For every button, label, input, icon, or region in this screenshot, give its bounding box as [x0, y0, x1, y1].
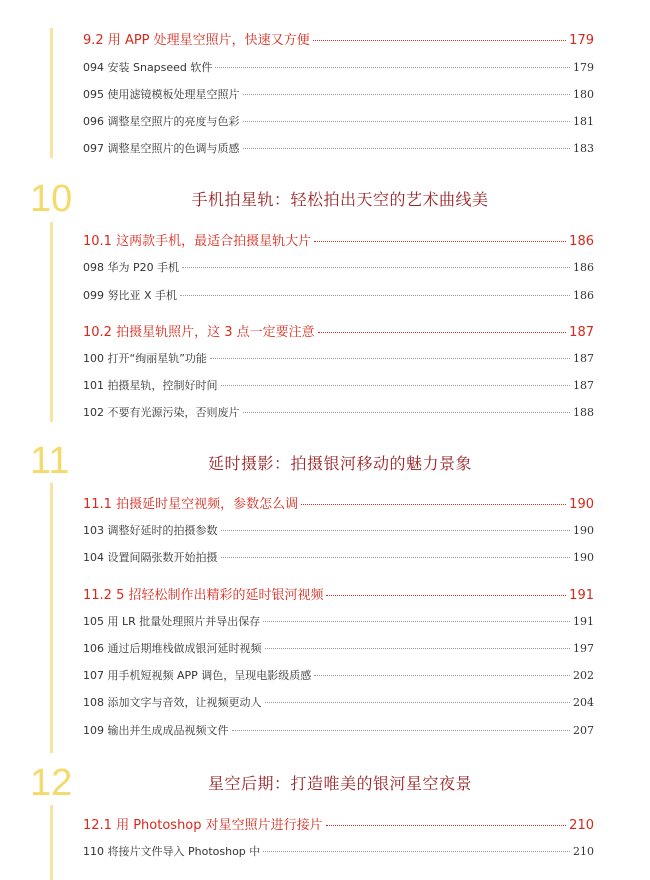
dot-leader — [221, 557, 571, 558]
toc-section-title: 12.1 用 Photoshop 对星空照片进行接片 — [83, 818, 323, 833]
toc-entry-row[interactable] — [83, 86, 594, 102]
toc-entry-title: 109 输出并生成成品视频文件 — [83, 724, 229, 737]
accent-bar — [50, 28, 53, 158]
toc-entry-row[interactable] — [83, 549, 594, 565]
accent-bar — [50, 805, 53, 880]
dot-leader — [263, 621, 570, 622]
chapter-number: 10 — [30, 178, 73, 220]
toc-entry-row[interactable] — [83, 722, 594, 738]
toc-entry-title: 097 调整星空照片的色调与质感 — [83, 142, 240, 155]
dot-leader — [263, 851, 570, 852]
dot-leader — [301, 504, 566, 505]
toc-entry-row[interactable] — [83, 259, 594, 275]
toc-entry-row[interactable] — [83, 350, 594, 366]
chapter-number: 12 — [30, 762, 73, 804]
toc-entry-title: 110 将接片文件导入 Photoshop 中 — [83, 845, 261, 858]
toc-section-title: 11.1 拍摄延时星空视频，参数怎么调 — [83, 497, 299, 512]
accent-bar — [50, 222, 53, 422]
dot-leader — [314, 675, 570, 676]
toc-section-title: 11.2 5 招轻松制作出精彩的延时银河视频 — [83, 588, 324, 603]
toc-entry-title: 100 打开“绚丽星轨”功能 — [83, 352, 207, 365]
toc-page-number: 186 — [573, 261, 594, 274]
dot-leader — [243, 412, 571, 413]
dot-leader — [215, 67, 570, 68]
toc-section-title: 10.1 这两款手机，最适合拍摄星轨大片 — [83, 234, 312, 249]
dot-leader — [314, 241, 566, 242]
toc-entry-title: 105 用 LR 批量处理照片并导出保存 — [83, 615, 261, 628]
toc-entry-title: 101 拍摄星轨，控制好时间 — [83, 379, 218, 392]
toc-page-number: 190 — [569, 497, 594, 512]
toc-entry-row[interactable] — [83, 377, 594, 393]
toc-page-number: 187 — [569, 325, 594, 340]
toc-page-number: 186 — [573, 289, 594, 302]
dot-leader — [182, 267, 570, 268]
toc-page-number: 183 — [573, 142, 594, 155]
toc-page-number: 179 — [569, 33, 594, 48]
accent-bar — [50, 483, 53, 753]
toc-section-row[interactable] — [83, 321, 594, 340]
toc-page-number: 190 — [573, 551, 594, 564]
toc-entry-row[interactable] — [83, 140, 594, 156]
toc-section-row[interactable] — [83, 29, 594, 48]
toc-entry-row[interactable] — [83, 113, 594, 129]
chapter-title[interactable]: 星空后期：打造唯美的银河星空夜景 — [207, 774, 472, 793]
toc-entry-title: 106 通过后期堆栈做成银河延时视频 — [83, 642, 262, 655]
toc-entry-title: 108 添加文字与音效，让视频更动人 — [83, 696, 262, 709]
dot-leader — [221, 530, 571, 531]
toc-entry-title: 103 调整好延时的拍摄参数 — [83, 524, 218, 537]
dot-leader — [180, 295, 570, 296]
toc-page-number: 187 — [573, 352, 594, 365]
toc-entry-title: 095 使用滤镜模板处理星空照片 — [83, 88, 240, 101]
toc-entry-row[interactable] — [83, 287, 594, 303]
toc-entry-row[interactable] — [83, 694, 594, 710]
toc-page-number: 179 — [573, 61, 594, 74]
dot-leader — [210, 358, 570, 359]
toc-entry-title: 094 安装 Snapseed 软件 — [83, 61, 213, 74]
toc-page-number: 181 — [573, 115, 594, 128]
dot-leader — [313, 40, 567, 41]
toc-entry-title: 098 华为 P20 手机 — [83, 261, 180, 274]
toc-entry-row[interactable] — [83, 667, 594, 683]
dot-leader — [243, 148, 571, 149]
toc-page-number: 197 — [573, 642, 594, 655]
dot-leader — [318, 332, 567, 333]
toc-page-number: 190 — [573, 524, 594, 537]
toc-entry-title: 102 不要有光源污染，否则废片 — [83, 406, 240, 419]
toc-page-number: 207 — [573, 724, 594, 737]
dot-leader — [221, 385, 571, 386]
toc-section-title: 9.2 用 APP 处理星空照片，快速又方便 — [83, 33, 310, 48]
toc-page-number: 180 — [573, 88, 594, 101]
dot-leader — [265, 702, 571, 703]
toc-section-title: 10.2 拍摄星轨照片，这 3 点一定要注意 — [83, 325, 315, 340]
toc-entry-title: 104 设置间隔张数开始拍摄 — [83, 551, 218, 564]
toc-section-row[interactable] — [83, 230, 594, 249]
toc-page-number: 210 — [573, 845, 594, 858]
toc-page-number: 191 — [573, 615, 594, 628]
dot-leader — [326, 825, 567, 826]
toc-entry-row[interactable] — [83, 640, 594, 656]
toc-page-number: 187 — [573, 379, 594, 392]
toc-page-number: 186 — [569, 234, 594, 249]
dot-leader — [265, 648, 571, 649]
dot-leader — [243, 121, 571, 122]
toc-entry-row[interactable] — [83, 404, 594, 420]
toc-section-row[interactable] — [83, 493, 594, 512]
toc-section-row[interactable] — [83, 584, 594, 603]
toc-entry-row[interactable] — [83, 843, 594, 859]
chapter-title[interactable]: 延时摄影：拍摄银河移动的魅力景象 — [207, 454, 472, 473]
toc-entry-row[interactable] — [83, 613, 594, 629]
chapter-title[interactable]: 手机拍星轨：轻松拍出天空的艺术曲线美 — [191, 190, 489, 209]
toc-entry-title: 099 努比亚 X 手机 — [83, 289, 178, 302]
toc-page-number: 202 — [573, 669, 594, 682]
toc-section-row[interactable] — [83, 814, 594, 833]
toc-entry-title: 096 调整星空照片的亮度与色彩 — [83, 115, 240, 128]
dot-leader — [326, 595, 566, 596]
dot-leader — [232, 730, 571, 731]
toc-entry-title: 107 用手机短视频 APP 调色，呈现电影级质感 — [83, 669, 312, 682]
toc-entry-row[interactable] — [83, 59, 594, 75]
chapter-number: 11 — [30, 440, 70, 482]
toc-page-number: 210 — [569, 818, 594, 833]
toc-page-number: 188 — [573, 406, 594, 419]
dot-leader — [243, 94, 571, 95]
toc-page-number: 191 — [569, 588, 594, 603]
toc-entry-row[interactable] — [83, 522, 594, 538]
toc-page-number: 204 — [573, 696, 594, 709]
